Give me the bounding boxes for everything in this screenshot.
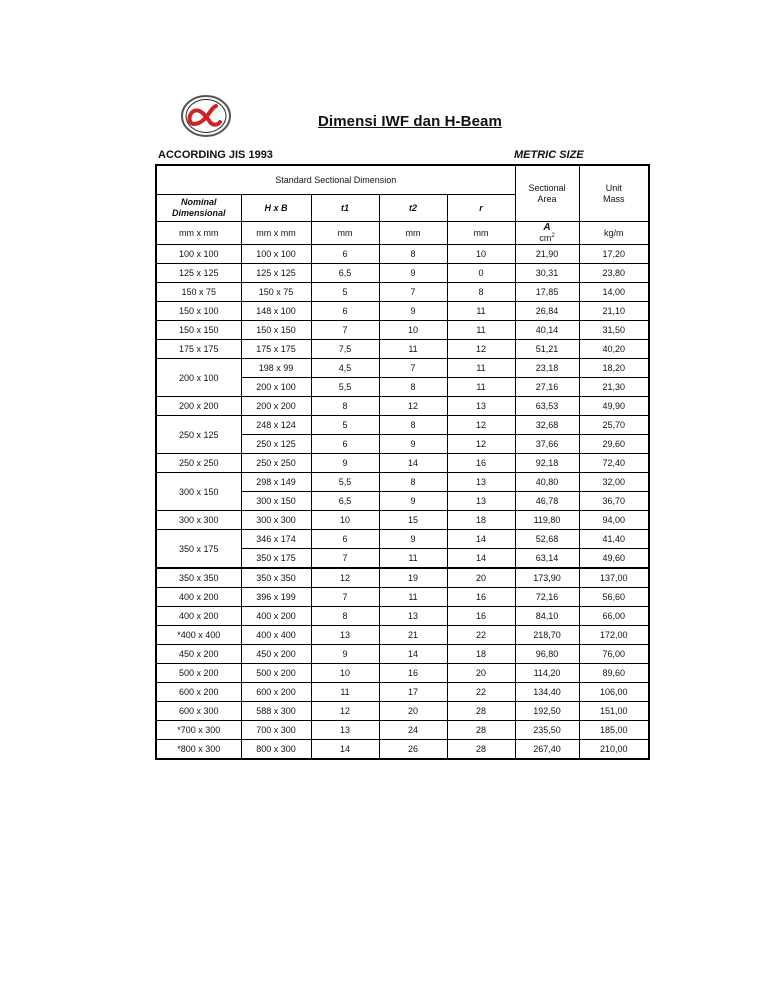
r-cell: 16 — [447, 607, 515, 626]
t1-cell: 6 — [311, 530, 379, 549]
t2-cell: 8 — [379, 416, 447, 435]
nominal-cell: 175 x 175 — [156, 340, 241, 359]
t1-cell: 9 — [311, 645, 379, 664]
metric-size-label: METRIC SIZE — [514, 149, 584, 161]
hxb-cell: 150 x 150 — [241, 321, 311, 340]
sectional-area-line1: Sectional — [528, 182, 566, 193]
mass-cell: 31,50 — [579, 321, 649, 340]
hxb-cell: 400 x 400 — [241, 626, 311, 645]
t1-cell: 6,5 — [311, 492, 379, 511]
hxb-cell: 346 x 174 — [241, 530, 311, 549]
t1-cell: 6 — [311, 245, 379, 264]
mass-cell: 76,00 — [579, 645, 649, 664]
t2-cell: 11 — [379, 340, 447, 359]
r-cell: 20 — [447, 568, 515, 588]
hxb-cell: 396 x 199 — [241, 588, 311, 607]
t2-cell: 7 — [379, 283, 447, 302]
mass-unit: kg/m — [579, 222, 649, 245]
nominal-cell: 150 x 100 — [156, 302, 241, 321]
mass-cell: 72,40 — [579, 454, 649, 473]
hxb-cell: 350 x 175 — [241, 549, 311, 569]
table-row — [156, 664, 649, 683]
r-cell: 13 — [447, 397, 515, 416]
area-unit-sup: 2 — [551, 233, 555, 239]
mass-cell: 210,00 — [579, 740, 649, 760]
table-row — [156, 568, 649, 588]
hxb-cell: 588 x 300 — [241, 702, 311, 721]
t1-cell: 4,5 — [311, 359, 379, 378]
t1-cell: 5 — [311, 416, 379, 435]
r-cell: 11 — [447, 359, 515, 378]
t2-cell: 14 — [379, 454, 447, 473]
nominal-line1: Nominal — [180, 197, 217, 207]
r-cell: 14 — [447, 530, 515, 549]
a-cell: 63,14 — [515, 549, 579, 569]
table-row — [156, 588, 649, 607]
hxb-cell: 800 x 300 — [241, 740, 311, 760]
t1-cell: 11 — [311, 683, 379, 702]
mass-cell: 29,60 — [579, 435, 649, 454]
r-cell: 14 — [447, 549, 515, 569]
r-cell: 12 — [447, 340, 515, 359]
r-cell: 22 — [447, 626, 515, 645]
mass-cell: 41,40 — [579, 530, 649, 549]
t1-cell: 13 — [311, 721, 379, 740]
a-cell: 27,16 — [515, 378, 579, 397]
t1-cell: 13 — [311, 626, 379, 645]
t1-cell: 5 — [311, 283, 379, 302]
nominal-cell: 400 x 200 — [156, 588, 241, 607]
hxb-header: H x B — [241, 195, 311, 222]
mass-cell: 14,00 — [579, 283, 649, 302]
t2-cell: 16 — [379, 664, 447, 683]
t2-cell: 24 — [379, 721, 447, 740]
r-cell: 11 — [447, 378, 515, 397]
table-row — [156, 626, 649, 645]
r-header: r — [447, 195, 515, 222]
r-cell: 22 — [447, 683, 515, 702]
hxb-cell: 100 x 100 — [241, 245, 311, 264]
nominal-cell: 150 x 75 — [156, 283, 241, 302]
r-cell: 20 — [447, 664, 515, 683]
standard-sectional-dimension-header: Standard Sectional Dimension — [156, 165, 515, 195]
table-row — [156, 511, 649, 530]
a-cell: 72,16 — [515, 588, 579, 607]
t2-cell: 9 — [379, 302, 447, 321]
nominal-cell: 450 x 200 — [156, 645, 241, 664]
unit-mass-header — [579, 165, 649, 222]
hxb-cell: 248 x 124 — [241, 416, 311, 435]
mass-cell: 106,00 — [579, 683, 649, 702]
t2-cell: 9 — [379, 492, 447, 511]
r-cell: 18 — [447, 511, 515, 530]
sectional-area-line2: Area — [537, 193, 557, 204]
t2-cell: 21 — [379, 626, 447, 645]
nominal-cell: 200 x 100 — [156, 359, 241, 397]
t1-cell: 8 — [311, 397, 379, 416]
t2-cell: 12 — [379, 397, 447, 416]
hxb-cell: 400 x 200 — [241, 607, 311, 626]
t1-cell: 8 — [311, 607, 379, 626]
hxb-cell: 125 x 125 — [241, 264, 311, 283]
area-unit-text: cm — [539, 233, 552, 243]
t2-cell: 11 — [379, 549, 447, 569]
a-cell: 30,31 — [515, 264, 579, 283]
t2-cell: 8 — [379, 473, 447, 492]
mass-cell: 36,70 — [579, 492, 649, 511]
hxb-cell: 175 x 175 — [241, 340, 311, 359]
r-unit: mm — [447, 222, 515, 245]
t2-cell: 17 — [379, 683, 447, 702]
t2-unit: mm — [379, 222, 447, 245]
mass-cell: 172,00 — [579, 626, 649, 645]
unit-mass-line2: Mass — [602, 193, 625, 204]
t2-cell: 26 — [379, 740, 447, 760]
table-row — [156, 397, 649, 416]
t1-cell: 5,5 — [311, 378, 379, 397]
a-cell: 17,85 — [515, 283, 579, 302]
mass-cell: 185,00 — [579, 721, 649, 740]
r-cell: 28 — [447, 740, 515, 760]
r-cell: 16 — [447, 454, 515, 473]
t1-unit: mm — [311, 222, 379, 245]
a-cell: 32,68 — [515, 416, 579, 435]
r-cell: 10 — [447, 245, 515, 264]
mass-cell: 21,10 — [579, 302, 649, 321]
t2-cell: 9 — [379, 264, 447, 283]
t2-cell: 8 — [379, 378, 447, 397]
r-cell: 8 — [447, 283, 515, 302]
alpha-logo-icon — [180, 94, 232, 138]
r-cell: 12 — [447, 416, 515, 435]
a-cell: 52,68 — [515, 530, 579, 549]
t1-cell: 6,5 — [311, 264, 379, 283]
standard-label: ACCORDING JIS 1993 — [158, 149, 273, 161]
table-row — [156, 683, 649, 702]
page-title: Dimensi IWF dan H-Beam — [318, 113, 502, 130]
nominal-cell: 600 x 200 — [156, 683, 241, 702]
mass-cell: 17,20 — [579, 245, 649, 264]
a-cell: 267,40 — [515, 740, 579, 760]
hxb-cell: 250 x 125 — [241, 435, 311, 454]
a-cell: 46,78 — [515, 492, 579, 511]
t1-cell: 7 — [311, 588, 379, 607]
table-row — [156, 702, 649, 721]
a-cell: 84,10 — [515, 607, 579, 626]
a-cell: 192,50 — [515, 702, 579, 721]
nominal-cell: 200 x 200 — [156, 397, 241, 416]
a-cell: 37,66 — [515, 435, 579, 454]
a-cell: 21,90 — [515, 245, 579, 264]
t1-cell: 7 — [311, 321, 379, 340]
hxb-cell: 350 x 350 — [241, 568, 311, 588]
table-row — [156, 473, 649, 492]
table-row — [156, 416, 649, 435]
r-cell: 18 — [447, 645, 515, 664]
table-row — [156, 530, 649, 549]
nominal-unit: mm x mm — [156, 222, 241, 245]
a-cell: 26,84 — [515, 302, 579, 321]
hxb-cell: 700 x 300 — [241, 721, 311, 740]
mass-cell: 66,00 — [579, 607, 649, 626]
t2-cell: 13 — [379, 607, 447, 626]
a-cell: 63,53 — [515, 397, 579, 416]
t1-cell: 10 — [311, 664, 379, 683]
mass-cell: 49,90 — [579, 397, 649, 416]
t1-cell: 12 — [311, 702, 379, 721]
nominal-cell: 100 x 100 — [156, 245, 241, 264]
mass-cell: 32,00 — [579, 473, 649, 492]
nominal-cell: 600 x 300 — [156, 702, 241, 721]
area-unit — [515, 222, 579, 245]
a-cell: 51,21 — [515, 340, 579, 359]
a-cell: 40,80 — [515, 473, 579, 492]
hxb-cell: 300 x 150 — [241, 492, 311, 511]
r-cell: 0 — [447, 264, 515, 283]
mass-cell: 89,60 — [579, 664, 649, 683]
nominal-cell: 300 x 300 — [156, 511, 241, 530]
a-cell: 23,18 — [515, 359, 579, 378]
t2-cell: 9 — [379, 435, 447, 454]
a-cell: 114,20 — [515, 664, 579, 683]
r-cell: 16 — [447, 588, 515, 607]
t1-cell: 10 — [311, 511, 379, 530]
t1-header: t1 — [311, 195, 379, 222]
hxb-cell: 298 x 149 — [241, 473, 311, 492]
mass-cell: 137,00 — [579, 568, 649, 588]
nominal-cell: 400 x 200 — [156, 607, 241, 626]
hxb-cell: 148 x 100 — [241, 302, 311, 321]
hxb-cell: 250 x 250 — [241, 454, 311, 473]
t2-cell: 10 — [379, 321, 447, 340]
nominal-cell: *800 x 300 — [156, 740, 241, 760]
table-row — [156, 302, 649, 321]
t2-cell: 11 — [379, 588, 447, 607]
mass-cell: 40,20 — [579, 340, 649, 359]
t1-cell: 9 — [311, 454, 379, 473]
r-cell: 11 — [447, 302, 515, 321]
mass-cell: 18,20 — [579, 359, 649, 378]
t2-header: t2 — [379, 195, 447, 222]
hxb-cell: 600 x 200 — [241, 683, 311, 702]
mass-cell: 23,80 — [579, 264, 649, 283]
hxb-cell: 198 x 99 — [241, 359, 311, 378]
table-row — [156, 607, 649, 626]
hxb-cell: 500 x 200 — [241, 664, 311, 683]
table-row — [156, 245, 649, 264]
r-cell: 12 — [447, 435, 515, 454]
table-row — [156, 359, 649, 378]
hxb-cell: 200 x 200 — [241, 397, 311, 416]
table-row — [156, 645, 649, 664]
t1-cell: 6 — [311, 435, 379, 454]
t2-cell: 9 — [379, 530, 447, 549]
nominal-cell: 350 x 350 — [156, 568, 241, 588]
unit-mass-line1: Unit — [605, 182, 622, 193]
table-row — [156, 740, 649, 760]
a-cell: 119,80 — [515, 511, 579, 530]
nominal-cell: *400 x 400 — [156, 626, 241, 645]
hxb-cell: 150 x 75 — [241, 283, 311, 302]
t2-cell: 19 — [379, 568, 447, 588]
sectional-area-header — [515, 165, 579, 222]
nominal-cell: 250 x 125 — [156, 416, 241, 454]
nominal-cell: 125 x 125 — [156, 264, 241, 283]
a-cell: 235,50 — [515, 721, 579, 740]
a-header: A — [543, 222, 551, 233]
a-cell: 173,90 — [515, 568, 579, 588]
table-row — [156, 283, 649, 302]
r-cell: 13 — [447, 492, 515, 511]
nominal-line2: Dimensional — [171, 208, 226, 218]
r-cell: 13 — [447, 473, 515, 492]
nominal-cell: 250 x 250 — [156, 454, 241, 473]
nominal-cell: 350 x 175 — [156, 530, 241, 569]
mass-cell: 94,00 — [579, 511, 649, 530]
hxb-cell: 300 x 300 — [241, 511, 311, 530]
t1-cell: 7 — [311, 549, 379, 569]
table-row — [156, 264, 649, 283]
table-row — [156, 340, 649, 359]
hxb-unit: mm x mm — [241, 222, 311, 245]
a-cell: 40,14 — [515, 321, 579, 340]
mass-cell: 21,30 — [579, 378, 649, 397]
t2-cell: 8 — [379, 245, 447, 264]
table-row — [156, 721, 649, 740]
t1-cell: 12 — [311, 568, 379, 588]
dimension-table — [155, 164, 650, 760]
t1-cell: 14 — [311, 740, 379, 760]
a-cell: 96,80 — [515, 645, 579, 664]
t2-cell: 14 — [379, 645, 447, 664]
t2-cell: 20 — [379, 702, 447, 721]
r-cell: 28 — [447, 721, 515, 740]
table-row — [156, 321, 649, 340]
nominal-cell: 500 x 200 — [156, 664, 241, 683]
hxb-cell: 200 x 100 — [241, 378, 311, 397]
mass-cell: 49,60 — [579, 549, 649, 569]
hxb-cell: 450 x 200 — [241, 645, 311, 664]
nominal-header — [156, 195, 241, 222]
r-cell: 11 — [447, 321, 515, 340]
mass-cell: 56,60 — [579, 588, 649, 607]
a-cell: 134,40 — [515, 683, 579, 702]
t2-cell: 7 — [379, 359, 447, 378]
nominal-cell: 300 x 150 — [156, 473, 241, 511]
a-cell: 218,70 — [515, 626, 579, 645]
t1-cell: 5,5 — [311, 473, 379, 492]
nominal-cell: *700 x 300 — [156, 721, 241, 740]
a-cell: 92,18 — [515, 454, 579, 473]
nominal-cell: 150 x 150 — [156, 321, 241, 340]
mass-cell: 25,70 — [579, 416, 649, 435]
mass-cell: 151,00 — [579, 702, 649, 721]
t2-cell: 15 — [379, 511, 447, 530]
t1-cell: 7,5 — [311, 340, 379, 359]
table-row — [156, 454, 649, 473]
r-cell: 28 — [447, 702, 515, 721]
t1-cell: 6 — [311, 302, 379, 321]
